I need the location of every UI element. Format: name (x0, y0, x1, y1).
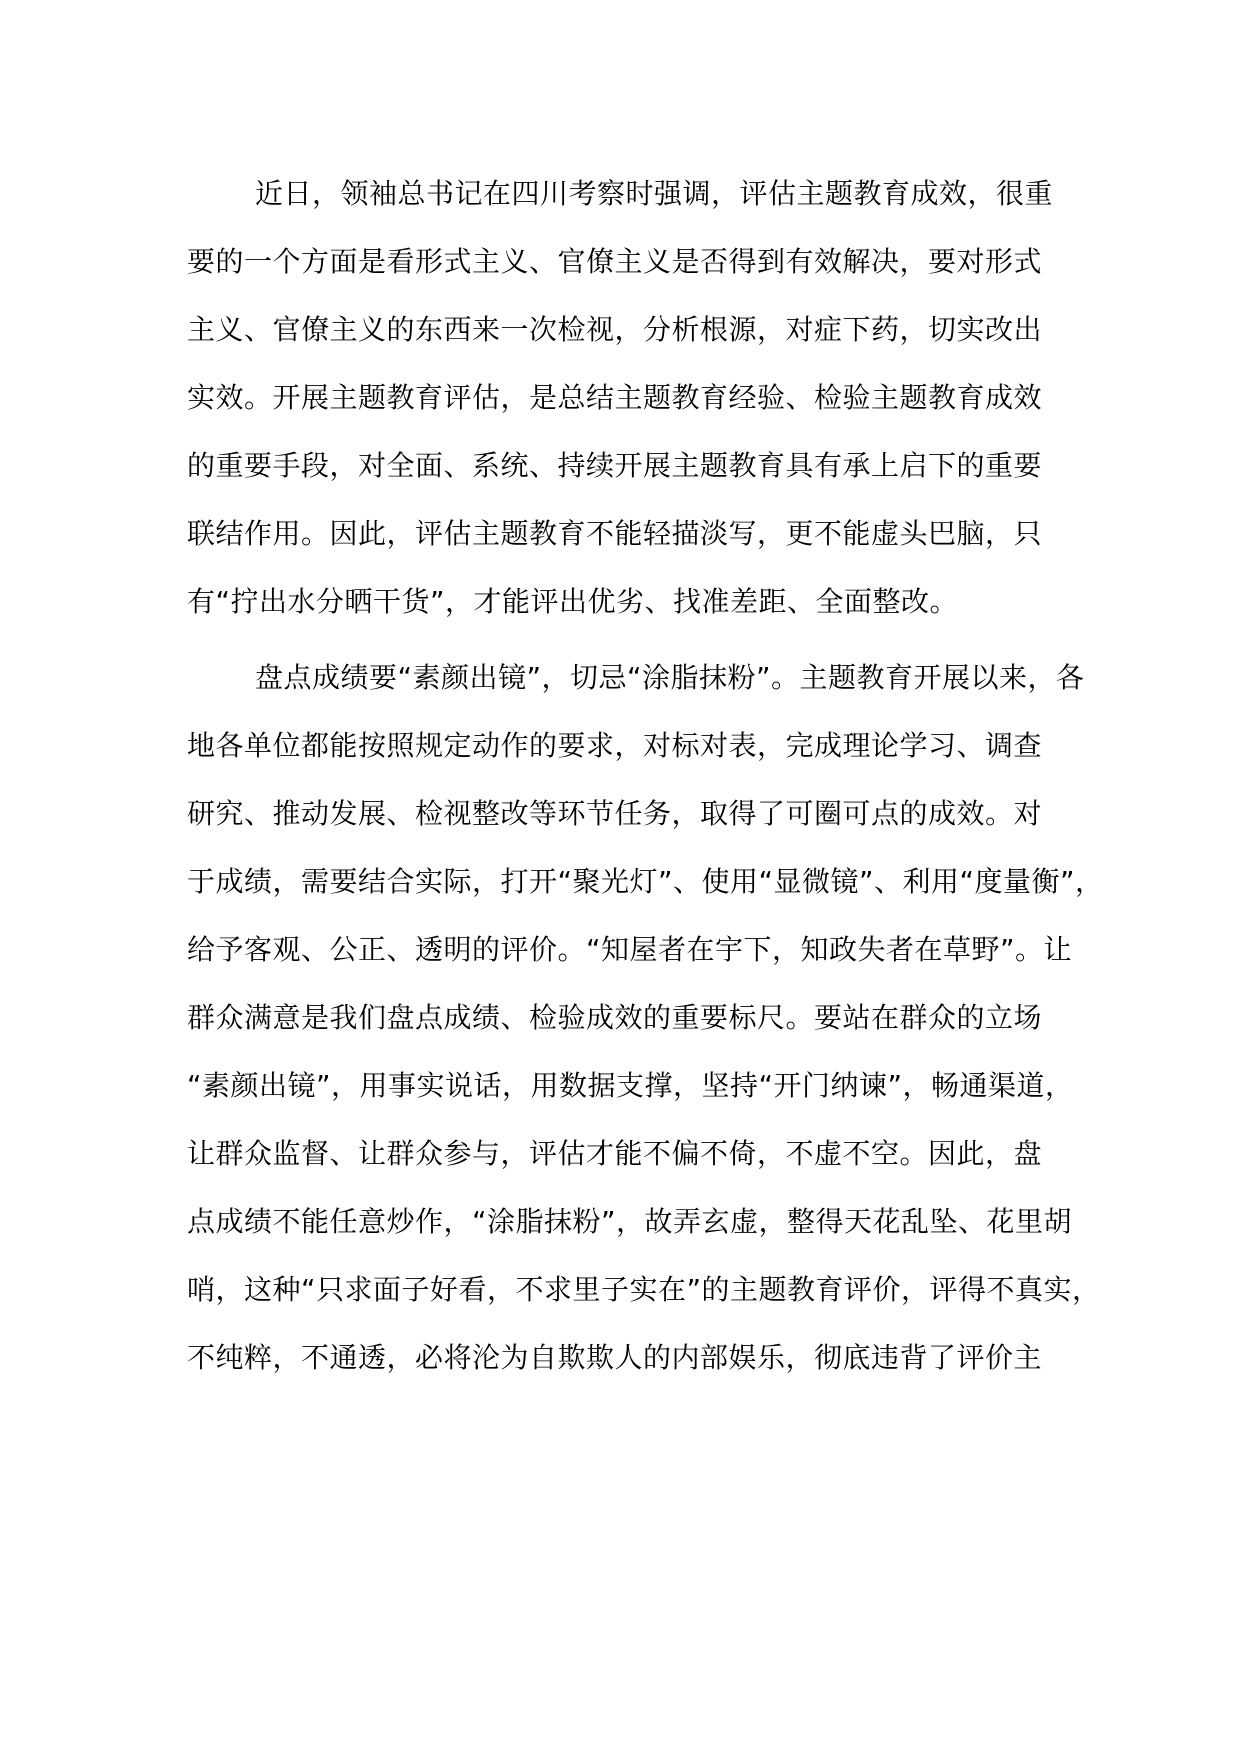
paragraph-2-line-2: 地各单位都能按照规定动作的要求，对标对表，完成理论学习、调查 (187, 729, 1043, 762)
paragraph-1-line-7: 有“拧出水分晒干货”，才能评出优劣、找准差距、全面整改。 (187, 585, 959, 618)
paragraph-2-line-5: 给予客观、公正、透明的评价。“知屋者在宇下，知政失者在草野”。让 (187, 933, 1073, 966)
paragraph-2-line-4: 于成绩，需要结合实际，打开“聚光灯”、使用“显微镜”、利用“度量衡”， (187, 865, 1104, 898)
paragraph-1-line-4: 实效。开展主题教育评估，是总结主题教育经验、检验主题教育成效 (187, 381, 1043, 414)
paragraph-2-line-10: 哨，这种“只求面子好看，不求里子实在”的主题教育评价，评得不真实， (187, 1273, 1101, 1306)
paragraph-1-line-3: 主义、官僚主义的东西来一次检视，分析根源，对症下药，切实改出 (187, 313, 1043, 346)
paragraph-2-line-1: 盘点成绩要“素颜出镜”，切忌“涂脂抹粉”。主题教育开展以来，各 (255, 661, 1085, 694)
paragraph-2-line-9: 点成绩不能任意炒作，“涂脂抹粉”，故弄玄虚，整得天花乱坠、花里胡 (187, 1205, 1073, 1238)
paragraph-1-line-6: 联结作用。因此，评估主题教育不能轻描淡写，更不能虚头巴脑，只 (187, 517, 1043, 550)
paragraph-2-line-6: 群众满意是我们盘点成绩、检验成效的重要标尺。要站在群众的立场 (187, 1001, 1043, 1034)
paragraph-1-line-5: 的重要手段，对全面、系统、持续开展主题教育具有承上启下的重要 (187, 449, 1043, 482)
paragraph-2-line-8: 让群众监督、让群众参与，评估才能不偏不倚，不虚不空。因此，盘 (187, 1137, 1043, 1170)
paragraph-1-line-2: 要的一个方面是看形式主义、官僚主义是否得到有效解决，要对形式 (187, 245, 1043, 278)
paragraph-2-line-11: 不纯粹，不通透，必将沦为自欺欺人的内部娱乐，彻底违背了评价主 (187, 1341, 1043, 1374)
paragraph-2-line-7: “素颜出镜”，用事实说话，用数据支撑，坚持“开门纳谏”，畅通渠道， (187, 1069, 1074, 1102)
paragraph-1-line-1: 近日，领袖总书记在四川考察时强调，评估主题教育成效，很重 (255, 177, 1054, 210)
paragraph-2-line-3: 研究、推动发展、检视整改等环节任务，取得了可圈可点的成效。对 (187, 797, 1043, 830)
